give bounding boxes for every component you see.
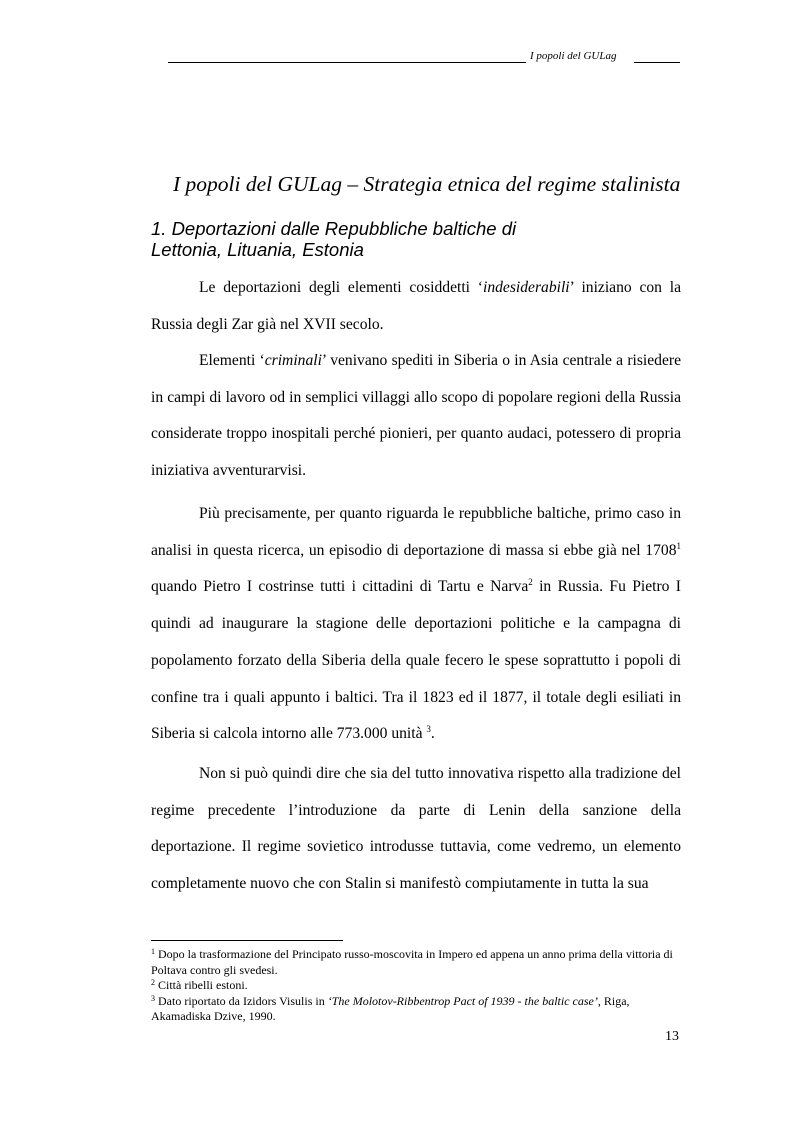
chapter-title: I popoli del GULag – Strategia etnica del regime stalinista [173,172,681,196]
header-rule-left [168,62,526,63]
footnote-3 [151,994,681,1025]
paragraph-2-italic: criminali [264,352,322,369]
footnote-3-source-title: ‘The Molotov-Ribbentrop Pact of 1939 - the baltic case’ [327,993,598,1008]
section-heading-line-2: Lettonia, Lituania, Estonia [151,239,364,260]
paragraph-2 [151,343,681,490]
paragraph-1-text-c: ’ iniziano con la Russia degli Zar già nel XVII secolo. [151,279,681,333]
paragraph-1-italic: indesiderabili [482,279,570,296]
footnote-1-number: 1 [151,947,155,956]
paragraph-1-text-a: Le deportazioni degli elementi cosiddetti ‘ [199,279,483,296]
footnotes [151,947,681,1025]
footnote-ref-2[interactable]: 2 [528,577,533,588]
header-rule-right [634,62,680,63]
paragraph-4: Non si può quindi dire che sia del tutto innovativa rispetto alla tradizione del regime precedente l’introduzione da parte di Lenin della sanzione della deportazione. Il regime sovietico introdusse tuttavia, come vedremo, un elemento completamente nuovo che con Stalin si manifestò compiutamente in tutta la sua [151,765,681,893]
footnote-2 [151,978,681,994]
footnote-1-text: Dopo la trasformazione del Principato russo-moscovita in Impero ed appena un anno prima della vittoria di Poltava contro gli svedesi. [151,947,673,977]
running-title: I popoli del GULag [530,50,617,62]
page-number: 13 [665,1029,679,1044]
paragraph-1 [151,270,681,343]
paragraph-3-text-b: quando Pietro I costrinse tutti i cittadini di Tartu e Narva [151,578,529,596]
footnote-3-text-post: , Riga, Akamadiska Dzive, 1990. [151,993,630,1023]
paragraph-3-text-a: Più precisamente, per quanto riguarda le repubbliche baltiche, primo caso in analisi in questa ricerca, un episodio di deportazione di massa si ebbe già nel 1708 [151,505,681,559]
section-heading [151,218,516,260]
paragraph-3-text-d: . [430,725,435,743]
footnote-1 [151,947,681,978]
footnote-separator [151,940,343,941]
running-header [168,50,680,64]
footnote-2-text: Città ribelli estoni. [155,978,248,992]
footnote-ref-3[interactable]: 3 [426,724,431,735]
paragraph-3-text-c: in Russia. Fu Pietro I quindi ad inaugurare la stagione delle deportazioni politiche e la campagna di popolamento forzato della Siberia della quale fecero le spese soprattutto i popoli di confine tra i quali appunto i baltici. Tra il 1823 ed il 1877, il totale degli esiliati in Siberia si calcola intorno alle 773.000 unità [151,578,681,743]
footnote-3-text-pre: Dato riportato da Izidors Visulis in [155,993,328,1008]
paragraph-2-text-c: ’ venivano spediti in Siberia o in Asia centrale a risiedere in campi di lavoro od in semplici villaggi allo scopo di popolare regioni della Russia considerate troppo inospitali perché pionieri, per quanto audaci, potessero di propria iniziativa avventurarvisi. [151,352,681,480]
paragraph-2-text-a: Elementi ‘ [199,352,265,369]
section-heading-line-1: 1. Deportazioni dalle Repubbliche baltiche di [151,218,517,239]
paragraph-3 [151,496,681,753]
footnote-3-number: 3 [151,993,155,1003]
footnote-ref-1[interactable]: 1 [676,540,681,551]
footnote-2-number: 2 [151,978,155,987]
